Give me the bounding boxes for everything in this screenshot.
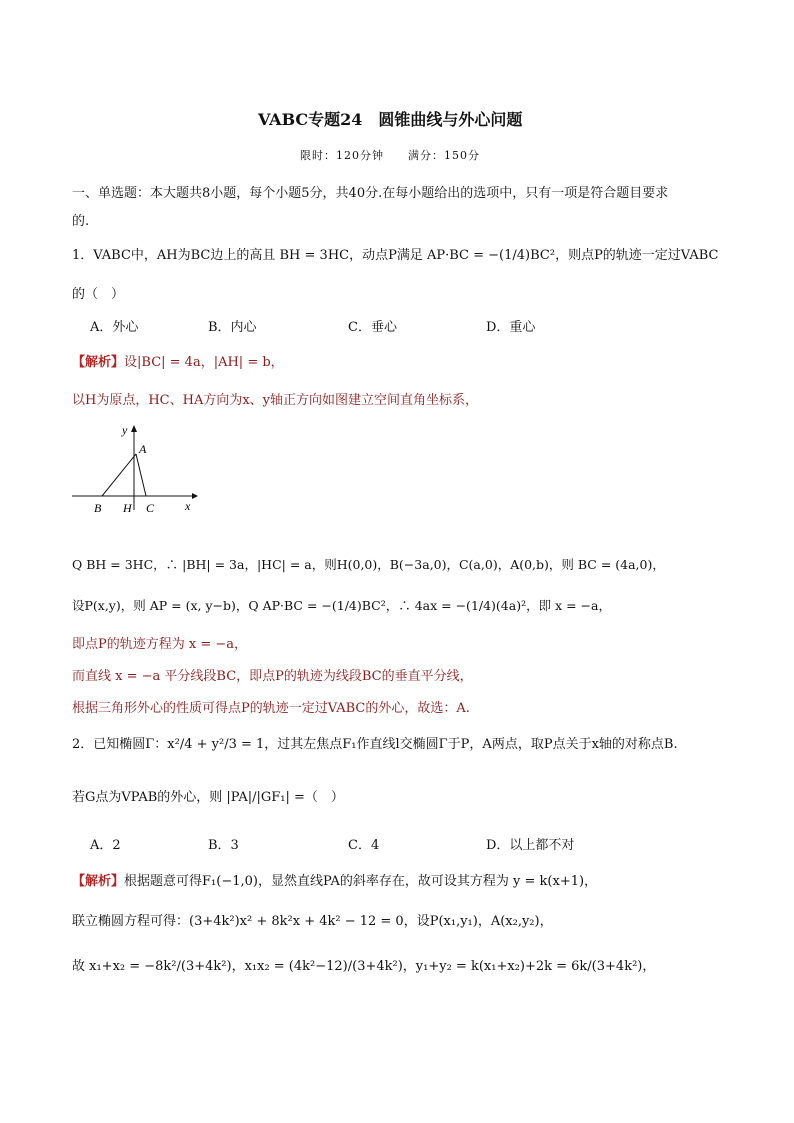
label-y: y [122,423,128,437]
section-intro-line1: 一、单选题：本大题共8小题，每个小题5分，共40分.在每小题给出的选项中，只有一项是符合题目要求 [72,186,669,201]
label-H: H [123,501,132,515]
y-axis-arrow [131,425,137,432]
q2-solution-1: 联立椭圆方程可得：(3+4k²)x² + 8k²x + 4k² − 12 = 0，设P(x₁,y₁)，A(x₂,y₂)， [72,914,553,929]
x-axis-arrow [192,493,198,499]
q1-solution-2: 设P(x,y)，则 AP = (x, y−b)，Q AP·BC = −(1/4)BC²，∴ 4ax = −(1/4)(4a)²，即 x = −a， [72,598,611,613]
triangle-side-ac [136,454,146,496]
q2-option-c: C．4 [348,838,380,853]
q2-solution-2: 故 x₁+x₂ = −8k²/(3+4k²)，x₁x₂ = (4k²−12)/(3+4k²)，y₁+y₂ = k(x₁+x₂)+2k = 6k/(3+4k²)， [72,959,656,974]
triangle-side-ba [102,454,136,496]
q1-stem-line1: 1．VABC中，AH为BC边上的高且 BH = 3HC，动点P满足 AP·BC = −(1/4)BC²，则点P的轨迹一定过VABC [72,248,719,263]
q1-stem-line2: 的（ ） [72,287,125,302]
q1-solution-3: 即点P的轨迹方程为 x = −a， [72,637,248,652]
triangle-figure [70,420,210,520]
q2-option-a: A．2 [90,838,121,853]
q1-option-c: C．垂心 [348,320,397,335]
q1-solution-5: 根据三角形外心的性质可得点P的轨迹一定过VABC的外心，故选：A. [72,701,470,716]
page-title: VABC专题24 圆锥曲线与外心问题 [258,110,523,129]
label-B: B [94,501,102,515]
q2-option-d: D．以上都不对 [486,838,575,853]
q1-solution-4: 而直线 x = −a 平分线段BC，即点P的轨迹为线段BC的垂直平分线， [72,669,473,684]
analysis-label: 【解析】 [72,355,125,370]
q1-analysis [72,351,284,370]
page-subtitle: 限时：120分钟 满分：150分 [300,149,480,162]
q1-option-a: A．外心 [90,320,139,335]
section-intro-line2: 的. [72,214,90,229]
q2-stem-line1: 2．已知椭圆Γ：x²/4 + y²/3 = 1，过其左焦点F₁作直线l交椭圆Γ于P，A两点，取P点关于x轴的对称点B. [72,737,678,752]
analysis-label: 【解析】 [72,874,125,889]
q2-analysis [72,870,597,889]
q1-option-d: D．重心 [486,320,536,335]
q1-analysis-text: 设|BC| = 4a，|AH| = b， [124,355,284,370]
q2-option-b: B．3 [208,838,239,853]
label-A: A [139,442,147,456]
q1-analysis-coordinate: 以H为原点，HC、HA方向为x、y轴正方向如图建立空间直角坐标系， [72,393,479,408]
q2-analysis-text: 根据题意可得F₁(−1,0)，显然直线PA的斜率存在，故可设其方程为 y = k(x+1)， [124,874,598,889]
q1-solution-1: Q BH = 3HC，∴ |BH| = 3a，|HC| = a，则H(0,0)，B(−3a,0)，C(a,0)，A(0,b)，则 BC = (4a,0)， [72,557,665,572]
label-C: C [146,501,155,515]
label-x: x [185,499,191,513]
q1-option-b: B．内心 [208,320,257,335]
q2-stem-line2: 若G点为VPAB的外心，则 |PA|/|GF₁| =（ ） [72,790,344,805]
